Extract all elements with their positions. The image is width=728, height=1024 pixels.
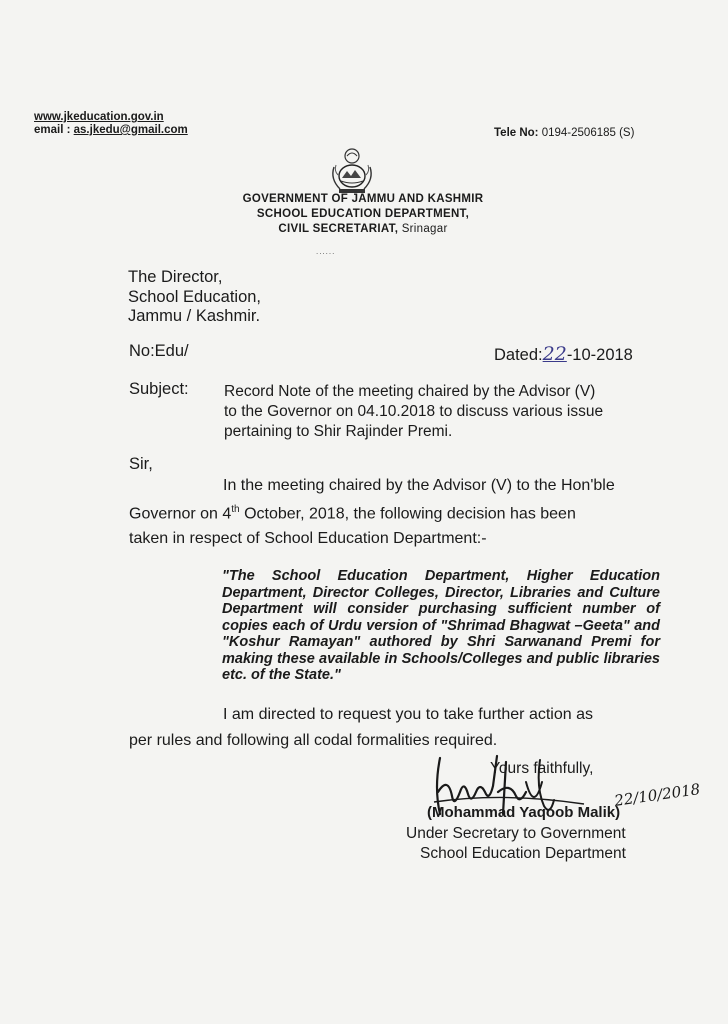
paragraph-1-line-3: taken in respect of School Education Department:- bbox=[129, 530, 487, 547]
signatory-designation-1: Under Secretary to Government bbox=[406, 825, 626, 842]
office-line-3: CIVIL SECRETARIAT, Srinagar bbox=[278, 223, 448, 235]
paragraph-1-line-2: Governor on 4th October, 2018, the following decision has been bbox=[129, 504, 576, 523]
decision-quote: "The School Education Department, Higher Education Department, Director Colleges, Director, Libraries and Culture Department will consider purchasing sufficient number of copies each of Urdu version of "Shrimad Bhagwat –Geeta" and "Koshur Ramayan" authored by Shri Sarwanand Premi for making these available in Schools/Colleges and public libraries etc. of the State." bbox=[222, 568, 660, 683]
subject-line-2: to the Governor on 04.10.2018 to discuss various issue bbox=[224, 403, 604, 420]
handwritten-day: 22 bbox=[542, 343, 567, 365]
email-link[interactable]: as.jkedu@gmail.com bbox=[73, 124, 188, 136]
dated-line: Dated:22-10-2018 bbox=[494, 343, 633, 365]
signatory-name: (Mohammad Yaqoob Malik) bbox=[427, 804, 621, 821]
telephone-line bbox=[494, 127, 634, 139]
office-line-1: GOVERNMENT OF JAMMU AND KASHMIR bbox=[242, 193, 484, 205]
email-line bbox=[34, 124, 188, 136]
addressee-line-2: School Education, bbox=[128, 288, 262, 306]
reference-number: No:Edu/ bbox=[129, 342, 189, 360]
paragraph-2-line-1: I am directed to request you to take further action as bbox=[223, 706, 593, 723]
paragraph-1-line-1: In the meeting chaired by the Advisor (V) to the Hon'ble bbox=[223, 477, 615, 494]
email-label: email : bbox=[34, 124, 74, 136]
paragraph-2-line-2: per rules and following all codal formalities required. bbox=[129, 732, 498, 749]
subject-line-1: Record Note of the meeting chaired by the Advisor (V) bbox=[224, 383, 596, 400]
subject-label: Subject: bbox=[129, 380, 189, 398]
office-line-2: SCHOOL EDUCATION DEPARTMENT, bbox=[256, 208, 470, 220]
addressee-line-1: The Director, bbox=[128, 268, 223, 286]
state-emblem-icon bbox=[327, 147, 377, 195]
tele-number: 0194-2506185 (S) bbox=[541, 127, 635, 139]
addressee-line-3: Jammu / Kashmir. bbox=[128, 307, 261, 325]
signatory-designation-2: School Education Department bbox=[420, 845, 626, 862]
closing-line: Yours faithfully, bbox=[490, 760, 594, 777]
header-separator: ...... bbox=[316, 247, 336, 256]
handwritten-date: 22/10/2018 bbox=[613, 780, 702, 810]
website-link[interactable]: www.jkeducation.gov.in bbox=[34, 111, 164, 123]
tele-label: Tele No: bbox=[494, 127, 539, 139]
subject-line-3: pertaining to Shir Rajinder Premi. bbox=[224, 423, 453, 440]
salutation: Sir, bbox=[129, 455, 153, 473]
